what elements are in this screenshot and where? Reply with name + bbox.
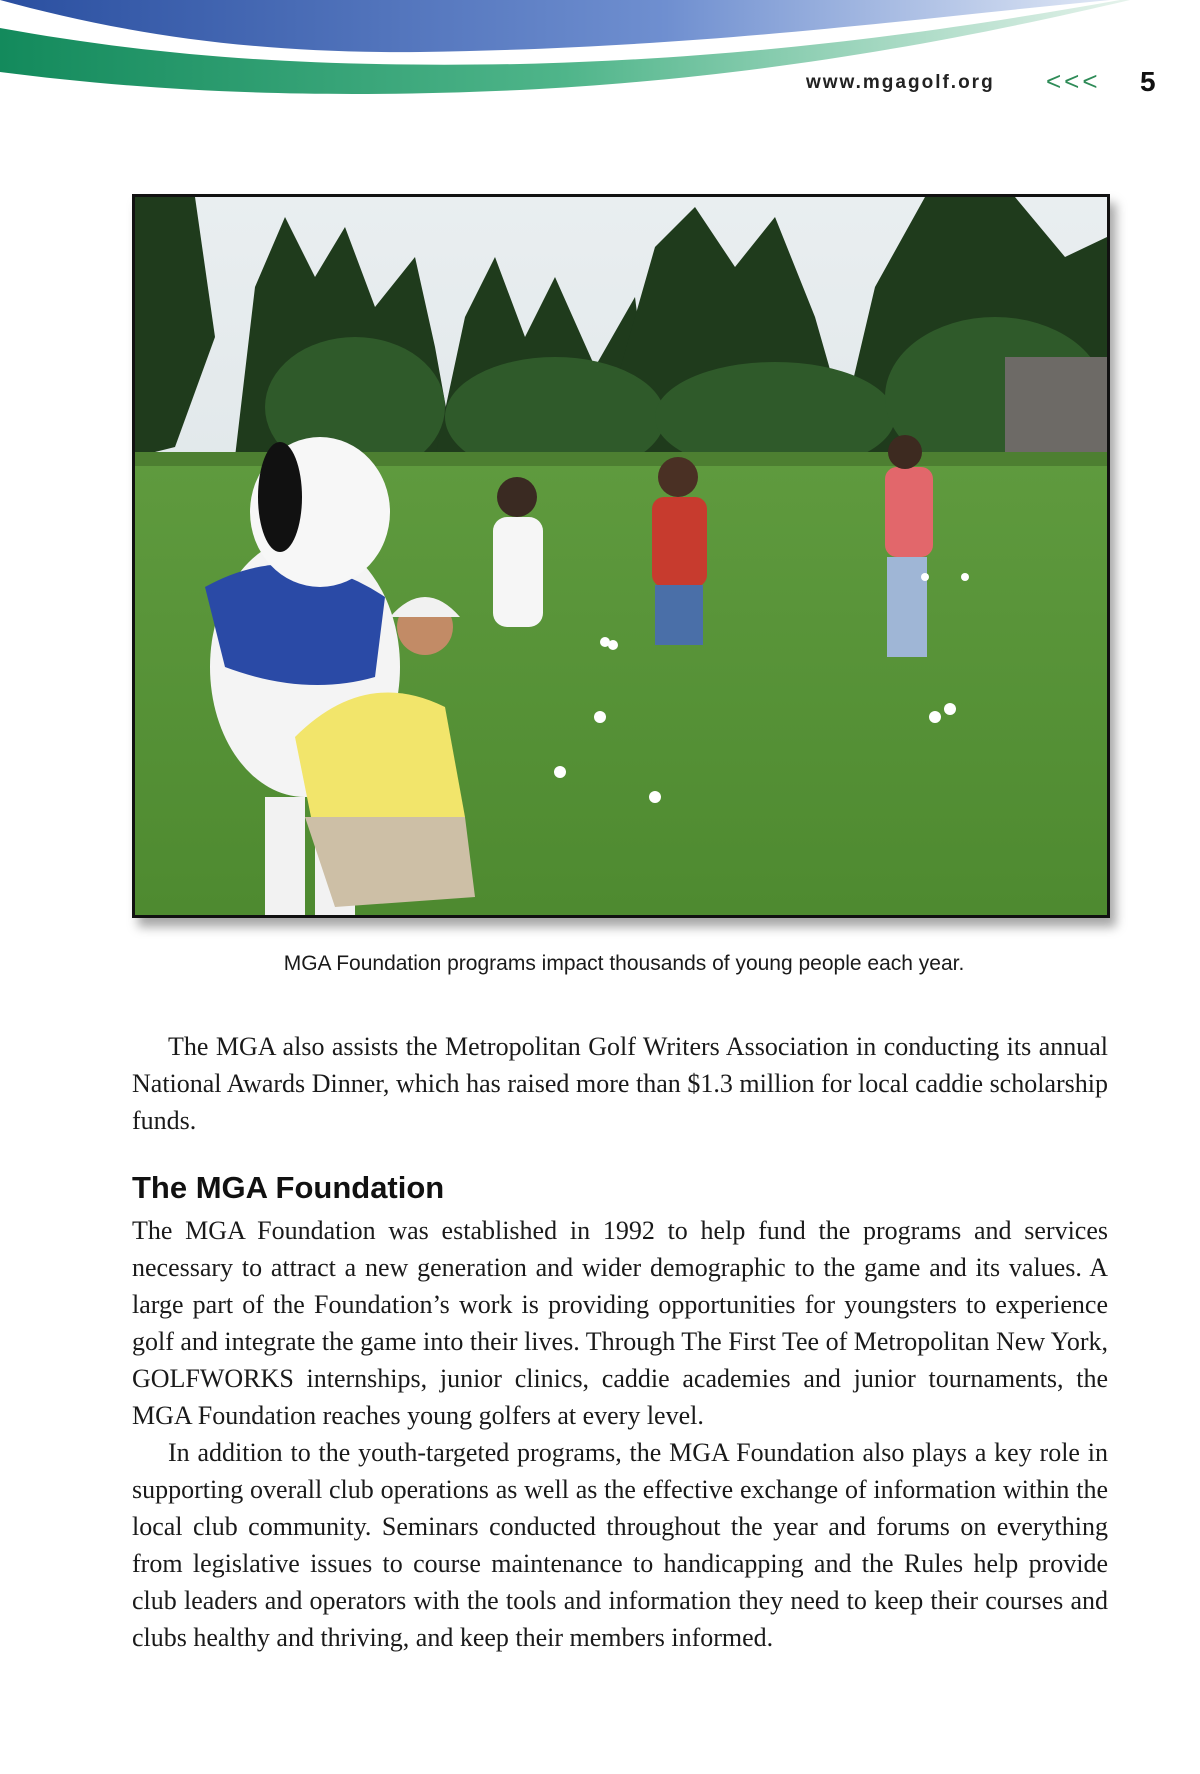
foundation-paragraph-1: The MGA Foundation was established in 1992 to help fund the programs and services necessary to attract a new generation and wider demographic to the game and its values. A large part of the Foundation’s work is providing opportunities for youngsters to experience golf and integrate the game into their lives. Through The First Tee of Metropolitan New York, GOLFWORKS internships, junior clinics, caddie academies and junior tournaments, the MGA Foundation reaches young golfers at every level. [132,1216,1108,1430]
intro-text-block [132,1028,1108,1139]
intro-paragraph: The MGA also assists the Metropolitan Golf Writers Association in conducting its annual National Awards Dinner, which has raised more than $1.3 million for local caddie scholarship funds. [132,1032,1108,1135]
header-swoosh [0,0,1200,110]
foundation-text-block [132,1212,1108,1656]
website-url[interactable]: www.mgagolf.org [806,72,995,93]
chevron-left-icon: <<< [1046,66,1101,96]
page-number: 5 [1140,66,1156,97]
foundation-paragraph-2: In addition to the youth-targeted programs, the MGA Foundation also plays a key role in supporting overall club operations as well as the effective exchange of information within the local club community. Seminars conducted throughout the year and forums on everything from legislative issues to course maintenance to handicapping and the Rules help provide club leaders and operators with the tools and information they need to keep their courses and clubs healthy and thriving, and keep their members informed. [132,1438,1108,1652]
photo-caption: MGA Foundation programs impact thousands of young people each year. [283,952,965,975]
golf-clinic-photo [132,194,1110,918]
section-heading: The MGA Foundation [132,1170,445,1205]
